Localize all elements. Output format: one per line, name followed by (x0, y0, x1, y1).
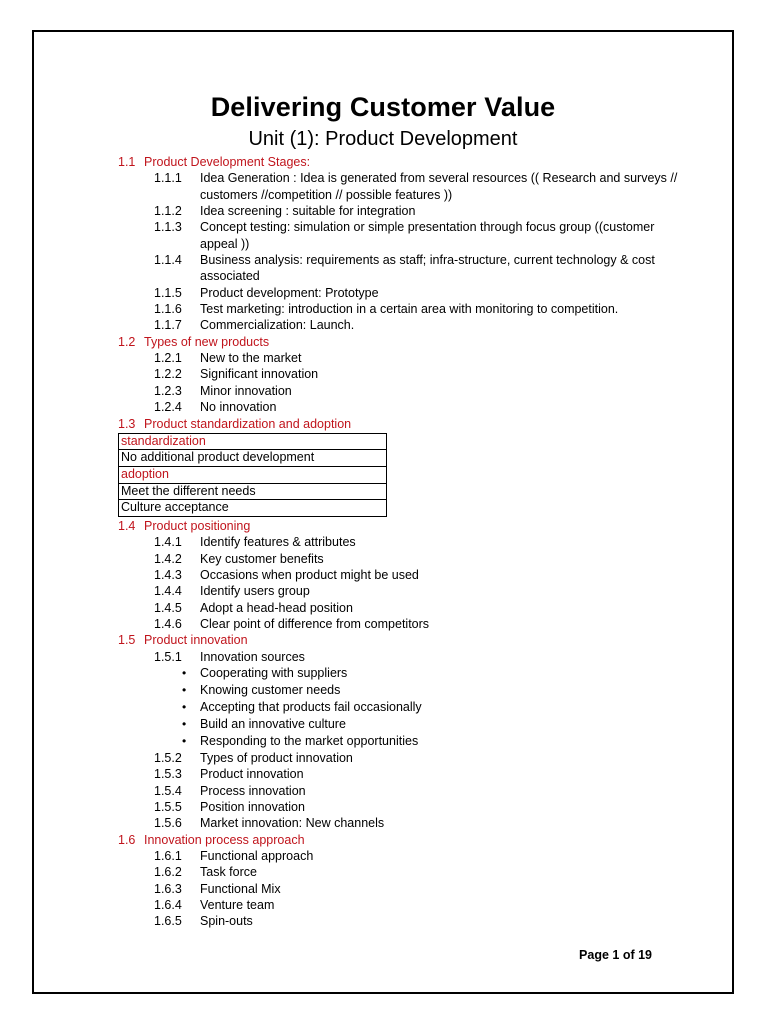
bullet-item (118, 665, 678, 682)
outline-item (118, 583, 678, 599)
outline-item (118, 219, 678, 252)
outline-item (118, 799, 678, 815)
item-number: 1.2.2 (154, 367, 182, 382)
table-cell: Culture acceptance (119, 500, 387, 517)
item-text: Idea Generation : Idea is generated from several resources (( Research and surveys // customers //competition // possible features )) (200, 171, 678, 202)
item-text: Position innovation (200, 799, 305, 814)
item-text: Functional approach (200, 848, 314, 863)
item-number: 1.4.3 (154, 567, 182, 582)
section-label: Innovation process approach (144, 832, 305, 847)
item-text: Identify users group (200, 584, 310, 599)
bullet-text: Build an innovative culture (200, 716, 346, 731)
item-number: 1.1.4 (154, 253, 182, 268)
outline-item (118, 881, 678, 897)
item-number: 1.5.6 (154, 816, 182, 831)
item-text: Test marketing: introduction in a certain area with monitoring to competition. (200, 302, 619, 317)
item-text: Task force (200, 865, 257, 880)
outline-item (118, 815, 678, 831)
section-heading (118, 632, 678, 648)
item-number: 1.2.3 (154, 383, 182, 398)
outline-item (118, 913, 678, 929)
outline-item (118, 366, 678, 382)
bullet-icon: • (182, 733, 187, 748)
outline-content (118, 154, 678, 930)
item-text: Spin-outs (200, 914, 253, 929)
section-label: Product innovation (144, 633, 248, 648)
bullet-icon: • (182, 716, 187, 731)
section-label: Product standardization and adoption (144, 416, 352, 431)
bullet-icon: • (182, 665, 187, 680)
section-label: Types of new products (144, 334, 270, 349)
outline-item (118, 170, 678, 203)
table-heading-cell: adoption (119, 467, 387, 484)
item-number: 1.4.1 (154, 535, 182, 550)
outline-item (118, 616, 678, 632)
document-title: Delivering Customer Value (210, 92, 556, 122)
item-number: 1.5.4 (154, 783, 182, 798)
item-text: Key customer benefits (200, 551, 324, 566)
item-number: 1.5.5 (154, 799, 182, 814)
item-number: 1.2.1 (154, 351, 182, 366)
document-subtitle: Unit (1): Product Development (248, 128, 518, 150)
outline-item (118, 864, 678, 880)
table-cell: Meet the different needs (119, 483, 387, 500)
outline-item (118, 317, 678, 333)
outline-item (118, 203, 678, 219)
item-number: 1.6.4 (154, 898, 182, 912)
bullet-icon: • (182, 682, 187, 697)
outline-item (118, 766, 678, 782)
table-row (119, 467, 387, 484)
section-heading (118, 832, 678, 848)
document-page (32, 30, 734, 994)
outline-item (118, 350, 678, 366)
section-label: Product positioning (144, 518, 251, 533)
outline-item (118, 897, 678, 913)
item-text: Significant innovation (200, 367, 319, 382)
outline-item (118, 285, 678, 301)
item-number: 1.2.4 (154, 400, 182, 415)
standardization-adoption-table (118, 433, 387, 517)
bullet-item (118, 716, 678, 733)
item-number: 1.1.7 (154, 318, 182, 333)
outline-item (118, 848, 678, 864)
outline-item (118, 399, 678, 415)
item-text: Adopt a head-head position (200, 600, 353, 615)
bullet-text: Knowing customer needs (200, 682, 341, 697)
outline-item (118, 567, 678, 583)
table-row (119, 483, 387, 500)
section-label: Product Development Stages: (144, 155, 311, 169)
item-text: Types of product innovation (200, 750, 353, 765)
item-number: 1.5.2 (154, 750, 182, 765)
section-number: 1.2 (118, 334, 136, 349)
table-heading-cell: standardization (119, 433, 387, 450)
bullet-text: Cooperating with suppliers (200, 665, 348, 680)
table-cell: No additional product development (119, 450, 387, 467)
section-number: 1.3 (118, 416, 136, 431)
outline-item (118, 649, 678, 665)
item-text: Concept testing: simulation or simple presentation through focus group ((customer appeal )) (200, 220, 655, 251)
item-text: Idea screening : suitable for integration (200, 204, 416, 219)
item-number: 1.1.2 (154, 204, 182, 219)
item-number: 1.6.3 (154, 881, 182, 896)
item-text: Minor innovation (200, 383, 292, 398)
bullet-item (118, 733, 678, 750)
table-row (119, 433, 387, 450)
section-number: 1.1 (118, 155, 136, 169)
outline-item (118, 783, 678, 799)
bullet-text: Responding to the market opportunities (200, 733, 419, 748)
item-text: Occasions when product might be used (200, 567, 419, 582)
item-number: 1.1.3 (154, 220, 182, 235)
section-number: 1.4 (118, 518, 136, 533)
bullet-icon: • (182, 699, 187, 714)
outline-item (118, 383, 678, 399)
item-number: 1.5.1 (154, 649, 182, 664)
section-number: 1.5 (118, 633, 136, 648)
item-text: Venture team (200, 898, 275, 912)
item-number: 1.6.1 (154, 848, 182, 863)
section-heading (118, 416, 678, 432)
bullet-text: Accepting that products fail occasionally (200, 699, 422, 714)
outline-item (118, 600, 678, 616)
bullet-item (118, 699, 678, 716)
bullet-item (118, 682, 678, 699)
item-number: 1.4.5 (154, 600, 182, 615)
section-heading (118, 154, 678, 170)
table-row (119, 450, 387, 467)
item-number: 1.4.2 (154, 551, 182, 566)
item-text: Identify features & attributes (200, 535, 356, 550)
item-text: Product development: Prototype (200, 285, 379, 300)
item-text: No innovation (200, 400, 277, 415)
table-row (119, 500, 387, 517)
item-text: Clear point of difference from competitors (200, 616, 430, 631)
item-text: New to the market (200, 351, 302, 366)
section-heading (118, 518, 678, 534)
outline-item (118, 551, 678, 567)
item-number: 1.1.1 (154, 171, 182, 186)
item-number: 1.1.6 (154, 302, 182, 317)
item-number: 1.1.5 (154, 285, 182, 300)
outline-item (118, 750, 678, 766)
item-text: Process innovation (200, 783, 306, 798)
item-text: Innovation sources (200, 649, 305, 664)
item-number: 1.6.2 (154, 865, 182, 880)
section-heading (118, 334, 678, 350)
item-text: Functional Mix (200, 881, 281, 896)
section-number: 1.6 (118, 832, 136, 847)
outline-item (118, 534, 678, 550)
item-number: 1.4.6 (154, 616, 182, 631)
item-text: Product innovation (200, 767, 304, 782)
page-number: Page 1 of 19 (579, 948, 652, 962)
item-number: 1.4.4 (154, 584, 182, 599)
item-text: Commercialization: Launch. (200, 318, 355, 333)
item-text: Business analysis: requirements as staff; infra-structure, current technology & cost associated (200, 253, 655, 284)
outline-item (118, 301, 678, 317)
outline-item (118, 252, 678, 285)
item-number: 1.6.5 (154, 914, 182, 929)
item-text: Market innovation: New channels (200, 816, 385, 831)
item-number: 1.5.3 (154, 767, 182, 782)
